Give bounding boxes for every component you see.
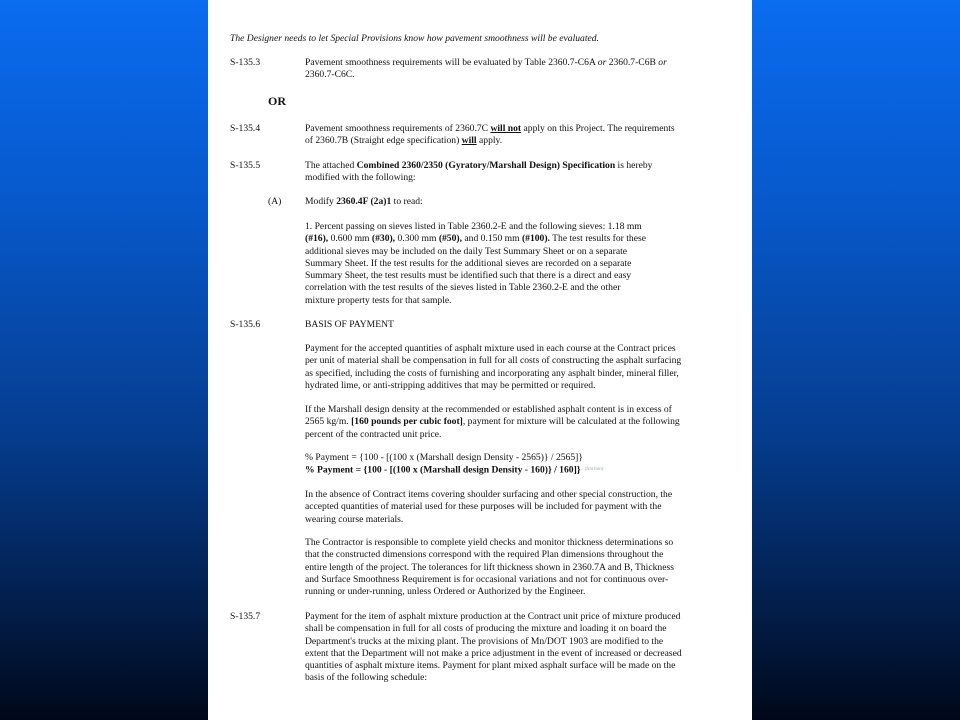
section-number-s135-3: S-135.3 (230, 57, 261, 68)
section-s135-6-heading: BASIS OF PAYMENT (305, 319, 394, 330)
section-number-s135-5: S-135.5 (230, 160, 261, 171)
section-number-s135-4: S-135.4 (230, 123, 261, 134)
payment-paragraph-2: If the Marshall design density at the recommended or established asphalt content is in excess of 2565 kg/m. [160 pounds per cubic foot], payment for mixture will be calculated at the following percent of the contracted unit price. (305, 404, 680, 440)
payment-formulas (305, 452, 725, 477)
intro-note: The Designer needs to let Special Provisions know how pavement smoothness will be evaluated. (230, 33, 599, 44)
section-s135-4-text: Pavement smoothness requirements of 2360.7C will not apply on this Project. The requirements of 2360.7B (Straight edge specification) will apply. (305, 123, 675, 147)
section-s135-5-text: The attached Combined 2360/2350 (Gyratory/Marshall Design) Specification is hereby modified with the following: (305, 160, 653, 184)
section-s135-7-text: Payment for the item of asphalt mixture production at the Contract unit price of mixture produced shall be compensation in full for all costs of producing the mixture and loading it on board the Department's trucks at the mixing plant. The provisions of Mn/DOT 1903 are modified to the extent that the Department will not make a price adjustment in the event of increased or decreased quantities of asphalt mixture items. Payment for plant mixed asphalt surface will be made on the basis of the following schedule: (305, 611, 682, 684)
section-s135-3-text: Pavement smoothness requirements will be evaluated by Table 2360.7-C6A or 2360.7-C6B or 2360.7-C6C. (305, 57, 667, 81)
formula-english: % Payment = {100 - [(100 x (Marshall design Density - 160)} / 160]} (fraction) (305, 464, 604, 476)
payment-paragraph-3: In the absence of Contract items covering shoulder surfacing and other special construction, the accepted quantities of material used for these purposes will be included for payment with the wearing course materials. (305, 489, 673, 525)
payment-paragraph-4: The Contractor is responsible to complete yield checks and monitor thickness determinations so that the constructed dimensions correspond with the required Plan dimensions throughout the entire length of the project. The tolerances for lift thickness shown in 2360.7A and B, Thickness and Surface Smoothness Requirement is for occasional variations and not for continuous over- running or under-running, unless Ordered or Authorized by the Engineer. (305, 537, 674, 598)
payment-paragraph-1: Payment for the accepted quantities of asphalt mixture used in each course at the Contract prices per unit of material shall be compensation in full for all costs of constructing the asphalt surfacing as specified, including the costs of furnishing and incorporating any asphalt binder, mineral filler, hydrated lime, or anti-stripping additives that may be permitted or required. (305, 343, 682, 391)
document-page (208, 0, 752, 720)
sieve-paragraph: 1. Percent passing on sieves listed in Table 2360.2-E and the following sieves: 1.18 mm (#16), 0.600 mm (#30), 0.300 mm (#50), and 0.150 mm (#100). The test results for these additional sieves may be included on the daily Test Summary Sheet or on a separate Summary Sheet. If the test results for the additional sieves are recorded on a separate Summary Sheet, the test results must be identified such that there is a direct and easy correlation with the test results of the sieves listed in Table 2360.2-E and the other mixture property tests for that sample. (305, 221, 646, 306)
section-number-s135-6: S-135.6 (230, 319, 261, 330)
section-number-s135-7: S-135.7 (230, 611, 261, 622)
or-separator: OR (268, 94, 286, 108)
subsection-label-a: (A) (268, 196, 282, 207)
formula-metric: % Payment = {100 - [(100 x (Marshall design Density - 2565)} / 2565]} (305, 452, 583, 463)
subsection-a-text: Modify 2360.4F (2a)1 to read: (305, 196, 423, 207)
